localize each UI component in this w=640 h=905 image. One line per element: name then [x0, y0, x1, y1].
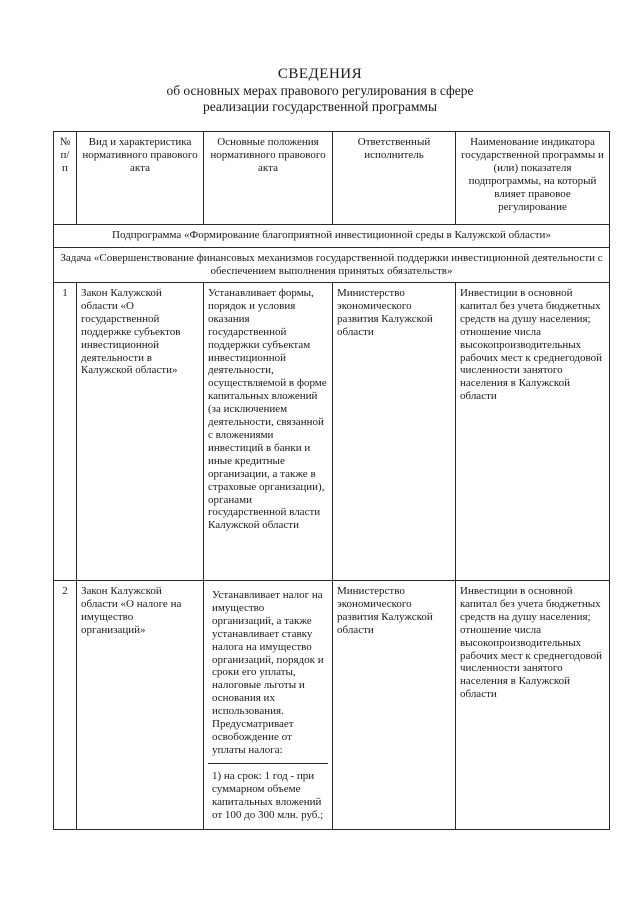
row-2-executor: Министерство экономического развития Калужской области: [333, 581, 456, 830]
table-header-row: [54, 132, 610, 225]
table-row: [54, 283, 610, 581]
task-title: Задача «Совершенствование финансовых механизмов государственной поддержки инвестиционной деятельности с обеспечением выполнения принятых обязательств»: [54, 248, 610, 283]
row-2-num: 2: [54, 581, 77, 830]
task-row: [54, 248, 610, 283]
header-indicator: Наименование индикатора государственной программы и (или) показателя подпрограммы, на который влияет правовое регулирование: [456, 132, 610, 225]
subprogram-row: [54, 225, 610, 248]
header-provisions: Основные положения нормативного правового акта: [204, 132, 333, 225]
row-2-act: Закон Калужской области «О налоге на имущество организаций»: [77, 581, 204, 830]
row-2-provisions-sub: 1) на срок: 1 год - при суммарном объеме капитальных вложений от 100 до 300 млн. руб.;: [212, 769, 324, 821]
row-2-provisions-cell: [204, 581, 333, 830]
title-line-1: об основных мерах правового регулирования в сфере: [166, 83, 474, 98]
row-2-provisions: Устанавливает налог на имущество организаций, а также устанавливает ставку налога на имущество организаций, порядок и сроки его уплаты, налоговые льготы и основания их использования. Предусматривает освобождение от уплаты налога:: [208, 585, 328, 764]
header-act: Вид и характеристика нормативного правового акта: [77, 132, 204, 225]
header-num: № п/п: [54, 132, 77, 225]
table-row: [54, 581, 610, 830]
row-1-provisions: Устанавливает формы, порядок и условия оказания государственной поддержки субъектам инвестиционной деятельности, осуществляемой в форме капитальных вложений (за исключением деятельности, связанной с вложениями инвестиций в банки и иные кредитные организации, а также в страховые организации), органами государственной власти Калужской области: [204, 283, 333, 581]
title-line-2: реализации государственной программы: [202, 99, 438, 114]
header-executor: Ответственный исполнитель: [333, 132, 456, 225]
row-1-act: Закон Калужской области «О государственной поддержке субъектов инвестиционной деятельности в Калужской области»: [77, 283, 204, 581]
title-main: СВЕДЕНИЯ: [277, 66, 363, 82]
document-title: [0, 66, 640, 115]
row-1-num: 1: [54, 283, 77, 581]
legal-measures-table: [53, 131, 610, 830]
subprogram-title: Подпрограмма «Формирование благоприятной инвестиционной среды в Калужской области»: [54, 225, 610, 248]
row-2-indicator: Инвестиции в основной капитал без учета бюджетных средств на душу населения; отношение числа высокопроизводительных рабочих мест к среднегодовой численности занятого населения в Калужской области: [456, 581, 610, 830]
row-1-indicator: Инвестиции в основной капитал без учета бюджетных средств на душу населения; отношение числа высокопроизводительных рабочих мест к среднегодовой численности занятого населения в Калужской области: [456, 283, 610, 581]
row-1-executor: Министерство экономического развития Калужской области: [333, 283, 456, 581]
